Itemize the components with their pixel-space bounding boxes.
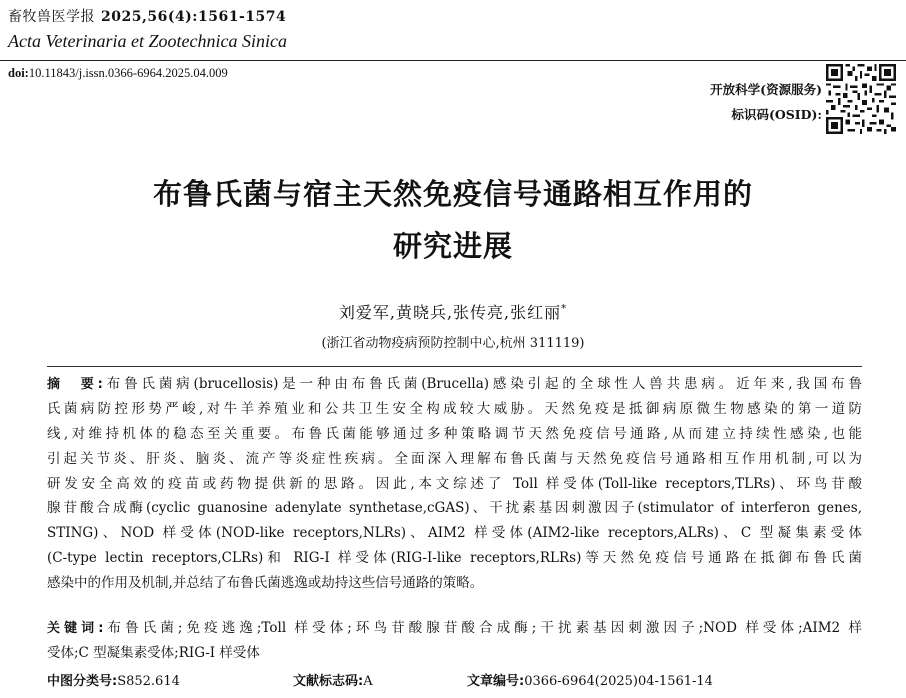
header-rule bbox=[0, 60, 906, 61]
doi bbox=[8, 66, 228, 81]
abstract bbox=[47, 372, 862, 596]
affiliation: (浙江省动物疫病预防控制中心,杭州 311119) bbox=[321, 336, 585, 351]
document-code-value: A bbox=[363, 674, 373, 689]
abstract-line: 腺苷酸合成酶(cyclic guanosine adenylate synthetase,cGAS)、干扰素基因刺激因子(stimulator of interferon genes, bbox=[47, 500, 862, 517]
author-list bbox=[0, 300, 906, 323]
abstract-line: 氏菌病防控形势严峻,对牛羊养殖业和公共卫生安全构成较大威胁。天然免疫是抵御病原微生物感染的第一道防 bbox=[47, 400, 862, 417]
abstract-line: 引起关节炎、肝炎、脑炎、流产等炎症性疾病。全面深入理解布鲁氏菌与天然免疫信号通路相互作用机制,可以为 bbox=[47, 450, 862, 467]
corresponding-author-mark: * bbox=[561, 303, 568, 315]
author-names: 刘爱军,黄晓兵,张传亮,张红丽 bbox=[338, 303, 562, 322]
abstract-line: 感染中的作用及机制,并总结了布鲁氏菌逃逸或劫持这些信号通路的策略。 bbox=[47, 575, 484, 592]
article-number-label: 文章编号: bbox=[467, 674, 525, 689]
doi-label: doi: bbox=[8, 66, 29, 80]
abstract-label: 摘 要: bbox=[47, 377, 103, 392]
keywords-label: 关键词: bbox=[47, 621, 104, 636]
abstract-line: 研发安全高效的疫苗或药物提供新的思路。因此,本文综述了 Toll 样受体(Toll-like receptors,TLRs)、环鸟苷酸 bbox=[47, 475, 862, 492]
journal-name-cn: 畜牧兽医学报 bbox=[8, 9, 95, 25]
keywords-line: 受体;C 型凝集素受体;RIG-I 样受体 bbox=[47, 644, 260, 661]
abstract-line: (C-type lectin receptors,CLRs)和 RIG-I 样受体(RIG-I-like receptors,RLRs)等天然免疫信号通路在抵御布鲁氏菌 bbox=[47, 550, 862, 567]
abstract-line: 线,对维持机体的稳态至关重要。布鲁氏菌能够通过多种策略调节天然免疫信号通路,从而建立持续性感染,也能 bbox=[47, 425, 862, 442]
osid-qr-code-icon[interactable] bbox=[826, 64, 896, 134]
osid-label-line2: 标识码(OSID): bbox=[731, 107, 822, 122]
clc-value: S852.614 bbox=[117, 674, 180, 689]
osid-label-line1: 开放科学(资源服务) bbox=[710, 82, 822, 97]
abstract-line: 摘 要:布鲁氏菌病(brucellosis)是一种由布鲁氏菌(Brucella)感染引起的全球性人兽共患病。近年来,我国布鲁 bbox=[47, 376, 863, 392]
article-title-line2: 研究进展 bbox=[392, 229, 513, 263]
article-number bbox=[467, 670, 713, 689]
journal-header bbox=[8, 6, 286, 26]
abstract-line: STING)、NOD 样受体(NOD-like receptors,NLRs)、AIM2 样受体(AIM2-like receptors,ALRs)、C 型凝集素受体 bbox=[47, 525, 862, 542]
document-code bbox=[293, 670, 373, 689]
document-code-label: 文献标志码: bbox=[293, 674, 364, 689]
article-title-line1: 布鲁氏菌与宿主天然免疫信号通路相互作用的 bbox=[152, 177, 753, 211]
abstract-rule bbox=[47, 366, 862, 367]
article-number-value: 0366-6964(2025)04-1561-14 bbox=[524, 674, 713, 689]
keywords bbox=[47, 616, 862, 666]
journal-issue: 2025,56(4):1561-1574 bbox=[101, 9, 287, 25]
doi-value[interactable]: 10.11843/j.issn.0366-6964.2025.04.009 bbox=[28, 66, 228, 80]
journal-name-en: Acta Veterinaria et Zootechnica Sinica bbox=[8, 31, 287, 51]
clc-number bbox=[47, 670, 180, 689]
clc-label: 中图分类号: bbox=[47, 674, 118, 689]
keywords-line: 关键词:布鲁氏菌;免疫逃逸;Toll 样受体;环鸟苷酸腺苷酸合成酶;干扰素基因刺激因子;NOD 样受体;AIM2 样 bbox=[47, 620, 862, 636]
